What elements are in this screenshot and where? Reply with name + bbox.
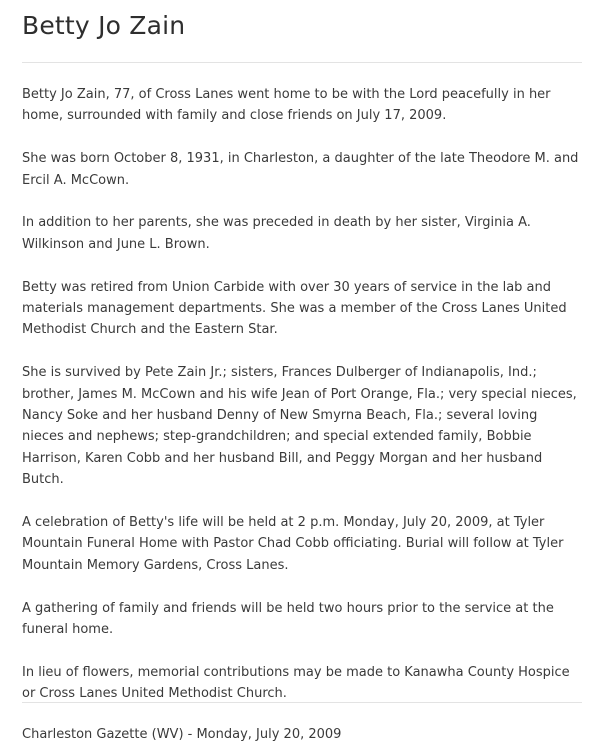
paragraph-memorials: In lieu of flowers, memorial contributions may be made to Kanawha County Hospice or Cross Lanes United Methodist Church. xyxy=(22,664,570,702)
paragraph-survivors: She is survived by Pete Zain Jr.; sisters, Frances Dulberger of Indianapolis, Ind.; brother, James M. McCown and his wife Jean of Port Orange, Fla.; very special nieces, Nancy Soke and her husband Denny of New Smyrna Beach, Fla.; several loving nieces and nephews; step-grandchildren; and special extended family, Bobbie Harrison, Karen Cobb and her husband Bill, and Peggy Morgan and her husband Butch. xyxy=(22,365,577,488)
paragraph-preceded: In addition to her parents, she was preceded in death by her sister, Virginia A. Wilkinson and June L. Brown. xyxy=(22,215,531,252)
page-title: Betty Jo Zain xyxy=(22,11,186,40)
bottom-divider xyxy=(22,702,582,703)
paragraph-announcement: Betty Jo Zain, 77, of Cross Lanes went home to be with the Lord peacefully in her home, surrounded with family and close friends on July 17, 2009. xyxy=(22,87,551,124)
paragraph-birth: She was born October 8, 1931, in Charleston, a daughter of the late Theodore M. and Ercil A. McCown. xyxy=(22,151,579,188)
top-divider xyxy=(22,62,582,63)
paragraph-service: A celebration of Betty's life will be held at 2 p.m. Monday, July 20, 2009, at Tyler Mountain Funeral Home with Pastor Chad Cobb officiating. Burial will follow at Tyler Mountain Memory Gardens, Cross Lanes. xyxy=(22,515,564,573)
source-citation: Charleston Gazette (WV) - Monday, July 20, 2009 xyxy=(22,727,342,742)
obituary-body xyxy=(22,84,582,726)
paragraph-career: Betty was retired from Union Carbide with over 30 years of service in the lab and materials management departments. She was a member of the Cross Lanes United Methodist Church and the Eastern Star. xyxy=(22,279,567,338)
paragraph-gathering: A gathering of family and friends will be held two hours prior to the service at the funeral home. xyxy=(22,600,554,638)
